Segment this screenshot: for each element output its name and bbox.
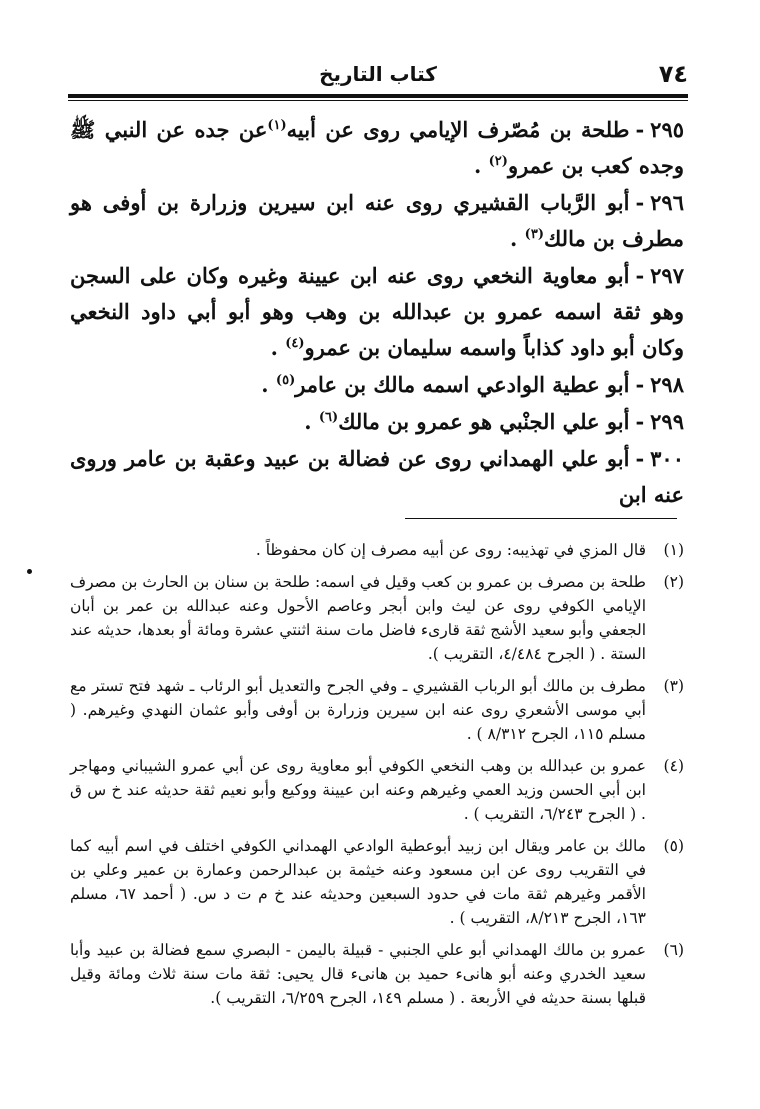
- entry-text: أبو علي الهمداني روى عن فضالة بن عبيد وعقبة بن عامر وروى عنه ابن: [70, 446, 684, 507]
- entry-dash: -: [635, 190, 645, 215]
- footnote-number: (٤): [663, 757, 684, 775]
- entry-296: [70, 185, 684, 257]
- footnote-text: قال المزي في تهذيبه: روى عن أبيه مصرف إن كان محفوظاً .: [255, 541, 646, 559]
- footnote-4: [70, 754, 684, 826]
- entry-297: [70, 258, 684, 366]
- entry-number: ٢٩٧: [650, 263, 684, 288]
- footnote-5: [70, 834, 684, 930]
- footnote-ref: (٤): [285, 336, 305, 351]
- page-number: ٧٤: [658, 60, 688, 88]
- entry-text: أبو علي الجنْبي هو عمرو بن مالك: [338, 409, 630, 434]
- footnote-ref: (٦): [318, 410, 339, 425]
- entry-number: ٢٩٨: [650, 372, 684, 397]
- entry-tail: .: [261, 372, 276, 397]
- footnote-text: مالك بن عامر ويقال ابن زبيد أبوعطية الوادعي الهمداني الكوفي اختلف في اسم أبيه كما في التقريب روى عن ابن مسعود وعنه خيثمة بن عبدالرحمن وعمارة بن عمير وعلي بن الأقمر وغيرهم ثقة مات في حدود السبعين وحديثه عند خ م ت د س. ( أحمد ٦٧، مسلم ١٦٣، الجرح ٨/٢١٣، التقريب ) .: [70, 837, 646, 927]
- entry-text: أبو الرَّباب القشيري روى عنه ابن سيرين وزرارة بن أوفى هو مطرف بن مالك: [70, 190, 684, 251]
- footnote-1: [70, 538, 684, 562]
- header-rule-thin: [68, 100, 688, 101]
- entry-number: ٢٩٥: [650, 117, 685, 142]
- entry-tail: .: [510, 226, 525, 251]
- footnote-number: (٦): [663, 941, 684, 959]
- entry-298: [70, 367, 684, 403]
- footnote-text: مطرف بن مالك أبو الرباب القشيري ـ وفي الجرح والتعديل أبو الرئاب ـ شهد فتح تستر مع أبي موسى الأشعري روى عنه ابن سيرين وزرارة بن أوفى وأبو عثمان النهدي وغيرهم. ( مسلم ١١٥، الجرح ٨/٣١٢ ) .: [70, 677, 646, 743]
- entry-number: ٢٩٩: [650, 409, 684, 434]
- entry-text-continued: عن جده عن النبي ﷺ وجده كعب بن عمرو: [70, 117, 684, 178]
- footnote-number: (٢): [663, 573, 684, 591]
- footnote-ref: (٣): [524, 227, 544, 242]
- entry-dash: -: [635, 117, 645, 142]
- entry-text: طلحة بن مُصّرف الإيامي روى عن أبيه: [286, 117, 630, 142]
- footnote-text: عمرو بن عبدالله بن وهب النخعي الكوفي أبو معاوية روى عن أبي عمرو الشيباني ومهاجر ابن أبي الحسن وزيد العمي وغيرهم وعنه ابن عيينة ووكيع وأبو نعيم ثقة حديثه عند خ س ق . ( الجرح ٦/٢٤٣، التقريب ) .: [70, 757, 646, 823]
- entry-dash: -: [635, 263, 645, 288]
- footnote-2: [70, 570, 684, 666]
- entry-text: أبو عطية الوادعي اسمه مالك بن عامر: [295, 372, 630, 397]
- page-header: [68, 58, 688, 94]
- footnotes-list: [70, 538, 684, 1018]
- book-title: كتاب التاريخ: [319, 62, 437, 86]
- entry-dash: -: [635, 372, 645, 397]
- entry-dash: -: [635, 446, 645, 471]
- entry-295: [70, 112, 684, 184]
- entry-tail: .: [304, 409, 319, 434]
- footnote-3: [70, 674, 684, 746]
- footnote-ref: (٢): [488, 154, 508, 169]
- footnote-ref: (١): [267, 118, 287, 133]
- footnote-text: عمرو بن مالك الهمداني أبو علي الجنبي - قبيلة باليمن - البصري سمع فضالة بن عبيد وأبا سعيد الخدري وعنه أبو هانىء حميد بن هانىء قال يحيى: ثقة مات سنة ثلاث ومائة وقيل قبلها بسنة حديثه في الأربعة . ( مسلم ١٤٩، الجرح ٦/٢٥٩، التقريب ).: [70, 941, 646, 1007]
- entry-number: ٢٩٦: [650, 190, 684, 215]
- entry-dash: -: [635, 409, 645, 434]
- footnote-number: (٥): [663, 837, 684, 855]
- entry-299: [70, 404, 684, 440]
- entries-list: [70, 112, 684, 514]
- entry-number: ٣٠٠: [650, 446, 684, 471]
- header-rule-thick: [68, 94, 688, 98]
- footnote-number: (٣): [663, 677, 684, 695]
- margin-mark: [27, 569, 32, 574]
- footnote-separator: [405, 518, 677, 519]
- footnote-text: طلحة بن مصرف بن عمرو بن كعب وقيل في اسمه: طلحة بن سنان بن الحارث بن مصرف الإيامي الكوفي روى عن ليث وابن أبجر وعاصم الأحول وعنه عبدالله بن عمر بن أبان الجعفي وأبو سعيد الأشج ثقة قارىء فاضل مات سنة اثنتي عشرة ومائة أو بعدها، حديثه عند الستة . ( الجرح ٤/٤٨٤، التقريب ).: [70, 573, 646, 663]
- footnote-number: (١): [663, 541, 684, 559]
- entry-tail: .: [474, 153, 489, 178]
- entry-300: [70, 441, 684, 513]
- entry-tail: .: [270, 335, 286, 360]
- entry-text: أبو معاوية النخعي روى عنه ابن عيينة وغيره وكان على السجن وهو ثقة اسمه عمرو بن عبدالله بن وهب وهو أبو أبي داود النخعي وكان أبو داود كذاباً واسمه سليمان بن عمرو: [70, 263, 684, 360]
- footnote-6: [70, 938, 684, 1010]
- footnote-ref: (٥): [275, 373, 296, 388]
